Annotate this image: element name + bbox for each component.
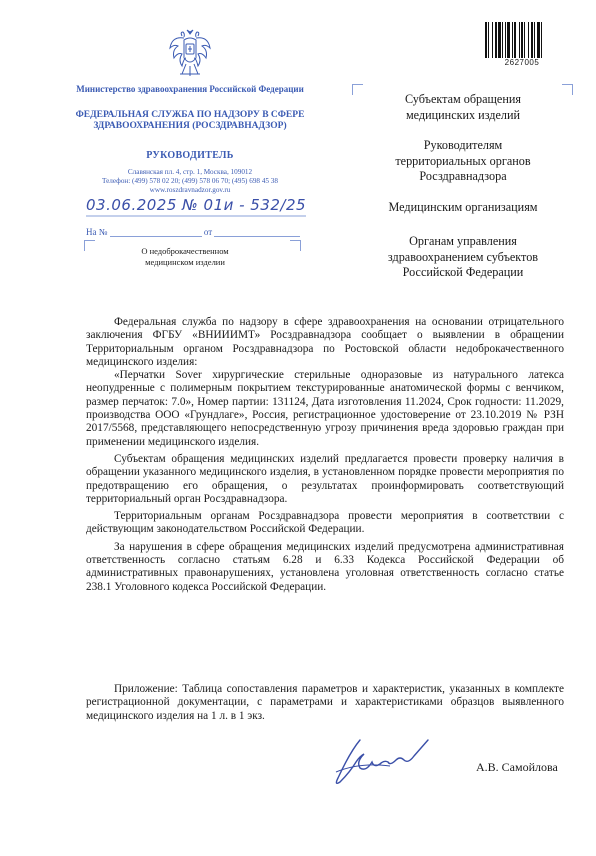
addressee-medical-orgs [358,200,568,216]
barcode-bar [488,22,489,58]
addressee-health-authorities [358,234,568,281]
body-paragraph: Федеральная служба по надзору в сфере здравоохранения на основании отрицательного заключения ФГБУ «ВНИИИМТ» Росздравнадзора сообщает о выявлении в обращении Территориальным органом Росздравнадзора по Ростовской области недоброкачественного медицинского изделия: [86,316,564,368]
barcode-bar [528,22,529,58]
addressee-line: Органам управления [409,234,517,248]
subject-corner-left [84,240,95,251]
barcode-bar [534,22,535,58]
service-name: ФЕДЕРАЛЬНАЯ СЛУЖБА ПО НАДЗОРУ В СФЕРЕ ЗДРАВООХРАНЕНИЯ (РОСЗДРАВНАДЗОР) [75,110,305,131]
barcode-bar [495,22,497,58]
barcode-bar [502,22,503,58]
subject-text [110,246,260,268]
barcode-bar [531,22,533,58]
barcode-bar [519,22,520,58]
head-title: РУКОВОДИТЕЛЬ [146,150,234,161]
addressee-line: территориальных органов [395,153,531,168]
on-number-label: На № [86,227,108,237]
website-line: www.roszdravnadzor.gov.ru [149,186,231,194]
addressee-line: Субъектам обращения [404,92,521,106]
addressee-line: Руководителям [423,138,503,152]
barcode-bar [524,22,525,58]
addressee-line: Медицинским организациям [388,200,538,214]
barcode-bar [505,22,506,58]
body-paragraph: За нарушения в сфере обращения медицинских изделий предусмотрена административная ответственность согласно статьям 6.28 и 6.33 Кодекса Российской Федерации об административных правонарушениях, установлена уголовная ответственность согласно статье 238.1 Уголовного кодекса Российской Федерации. [86,540,564,593]
letterhead-address [60,168,320,195]
subject-line: медицинском изделии [145,257,225,267]
body-paragraph: «Перчатки Sover хирургические стерильные одноразовые из натурального латекса неопудренные с полимерным покрытием текстурированные анатомической формы с венчиком, размер перчаток: 7.0», Номер партии: 131124, Дата изготовления 11.2024, Срок годности: 11.2029, производства ООО «Грундлаге», Россия, регистрационное удостоверение от 23.10.2019 № РЗН 2017/5568, представляющего непосредственную угрозу причинения вреда здоровью граждан при применении медицинского изделия. [86,369,564,448]
subject-corner-right [290,240,301,251]
from-field [214,226,300,237]
on-number-field [110,226,202,237]
addressee-territorial [358,138,568,185]
ministry-name: Министерство здравоохранения Российской Федерации [76,84,304,94]
attachment-note: Приложение: Таблица сопоставления параметров и характеристик, указанных в комплекте регистрационной документации, с параметрами и характеристиками образцов выявленного медицинского изделия на 1 л. в 1 экз. [86,683,564,722]
barcode-bar [507,22,510,58]
coat-of-arms-emblem [168,28,212,80]
from-label: от [203,227,213,237]
handwritten-reference: 03.06.2025 № 01и - 532/25 [86,196,307,214]
handwritten-signature [330,732,450,790]
addressee-line: Российской Федерации [402,265,524,279]
addressee-line: медицинских изделий [405,107,521,122]
barcode-bar [512,22,513,58]
addressee-line: Росздравнадзора [419,169,507,183]
subject-line: О недоброкачественном [141,246,229,256]
barcode-number: 2627005 [504,58,540,67]
date-underline [86,214,306,218]
reference-line [86,226,306,237]
phone-line: Телефон: (499) 578 02 20; (499) 578 06 70; (495) 698 45 38 [102,177,278,185]
body-paragraph: Субъектам обращения медицинских изделий предлагается провести проверку наличия в обращении указанного медицинского изделия, в установленном порядке провести мероприятия по предотвращению его обращения, о результатах проинформировать соответствующий территориальный орган Росздравнадзора. [86,452,564,505]
address-line: Славянская пл. 4, стр. 1, Москва, 109012 [127,168,253,176]
barcode-bar [492,22,493,58]
barcode-bar [485,22,487,58]
barcode-bar [537,22,540,58]
barcode-bar [498,22,501,58]
addressee-line: здравоохранением субъектов [387,249,539,264]
barcode-bar [521,22,523,58]
addressee-subjects [358,92,568,123]
letter-body [86,316,564,598]
signatory-name: А.В. Самойлова [476,760,558,774]
barcode [484,22,560,58]
barcode-bar [541,22,542,58]
body-paragraph: Территориальным органам Росздравнадзора провести мероприятия в соответствии с действующим законодательством Российской Федерации. [86,510,564,536]
barcode-bar [514,22,516,58]
